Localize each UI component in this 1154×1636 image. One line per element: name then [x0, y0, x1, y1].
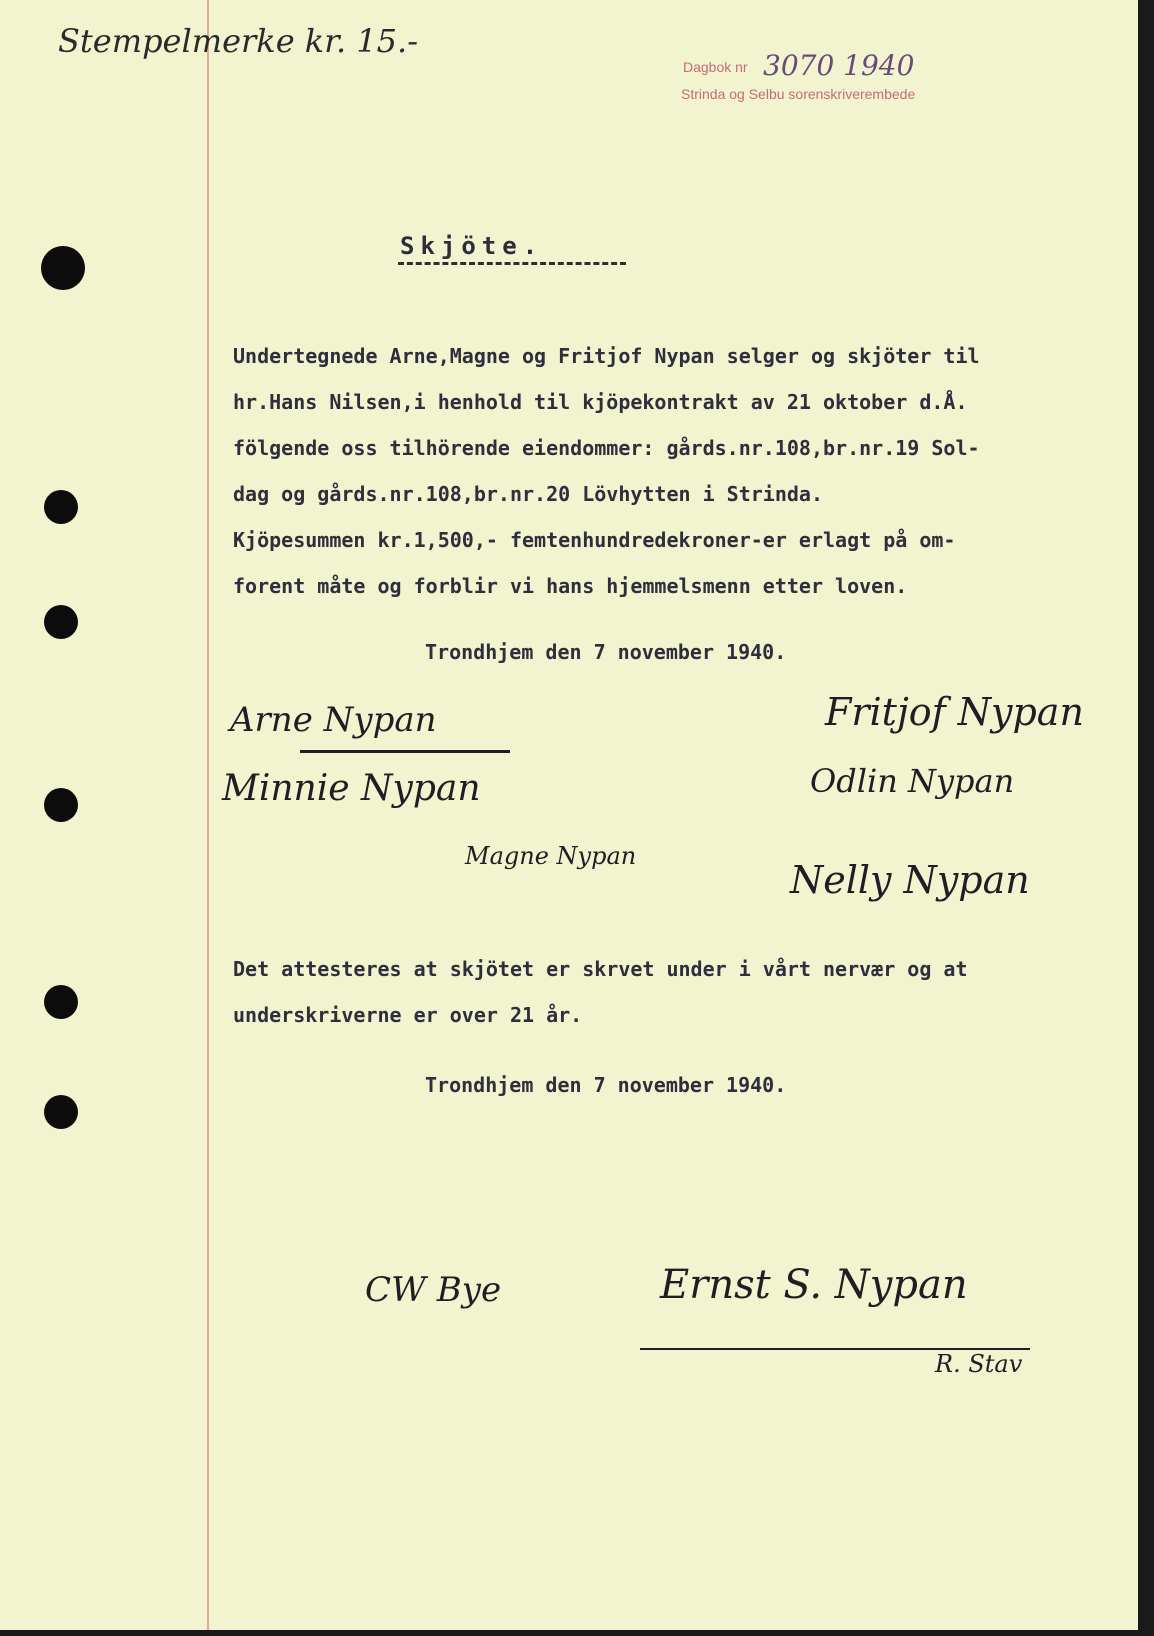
stamp-fee-note: Stempelmerke kr. 15.-: [58, 22, 419, 60]
paragraph-line: Kjöpesummen kr.1,500,- femtenhundredekroner-er erlagt på om-: [233, 528, 956, 552]
paragraph-line: hr.Hans Nilsen,i henhold til kjöpekontrakt av 21 oktober d.Å.: [233, 390, 968, 414]
witness-signature: CW Bye: [365, 1270, 502, 1310]
punch-hole: [44, 605, 78, 639]
signature: Odlin Nypan: [810, 762, 1015, 800]
punch-hole: [44, 985, 78, 1019]
paragraph-line: dag og gårds.nr.108,br.nr.20 Lövhytten i Strinda.: [233, 482, 824, 506]
punch-hole: [44, 788, 78, 822]
signature: Arne Nypan: [230, 700, 437, 740]
date-line: Trondhjem den 7 november 1940.: [425, 1073, 787, 1097]
initials: R. Stav: [935, 1350, 1023, 1378]
margin-rule: [207, 0, 209, 1630]
paragraph-line: fölgende oss tilhörende eiendommer: gårds.nr.108,br.nr.19 Sol-: [233, 436, 980, 460]
signature-underline: [300, 750, 510, 753]
document-title: Skjöte.: [400, 232, 544, 260]
punch-hole: [44, 1095, 78, 1129]
paragraph-line: Undertegnede Arne,Magne og Fritjof Nypan selger og skjöter til: [233, 344, 980, 368]
signature: Minnie Nypan: [222, 768, 481, 809]
stamp-office: Strinda og Selbu sorenskriverembede: [681, 86, 916, 102]
signature: Magne Nypan: [465, 842, 637, 870]
signature: Nelly Nypan: [790, 858, 1030, 902]
stamp-label: Dagbok nr: [683, 59, 748, 75]
punch-hole: [41, 246, 85, 290]
stamp-number: 3070 1940: [763, 49, 915, 82]
title-underline: [398, 262, 626, 265]
date-line: Trondhjem den 7 november 1940.: [425, 640, 787, 664]
attest-line: underskriverne er over 21 år.: [233, 1003, 583, 1027]
punch-hole: [44, 490, 78, 524]
signature: Fritjof Nypan: [825, 690, 1084, 734]
witness-signature: Ernst S. Nypan: [660, 1262, 968, 1308]
attest-line: Det attesteres at skjötet er skrvet under i vårt nervær og at: [233, 957, 968, 981]
paragraph-line: forent måte og forblir vi hans hjemmelsmenn etter loven.: [233, 574, 908, 598]
